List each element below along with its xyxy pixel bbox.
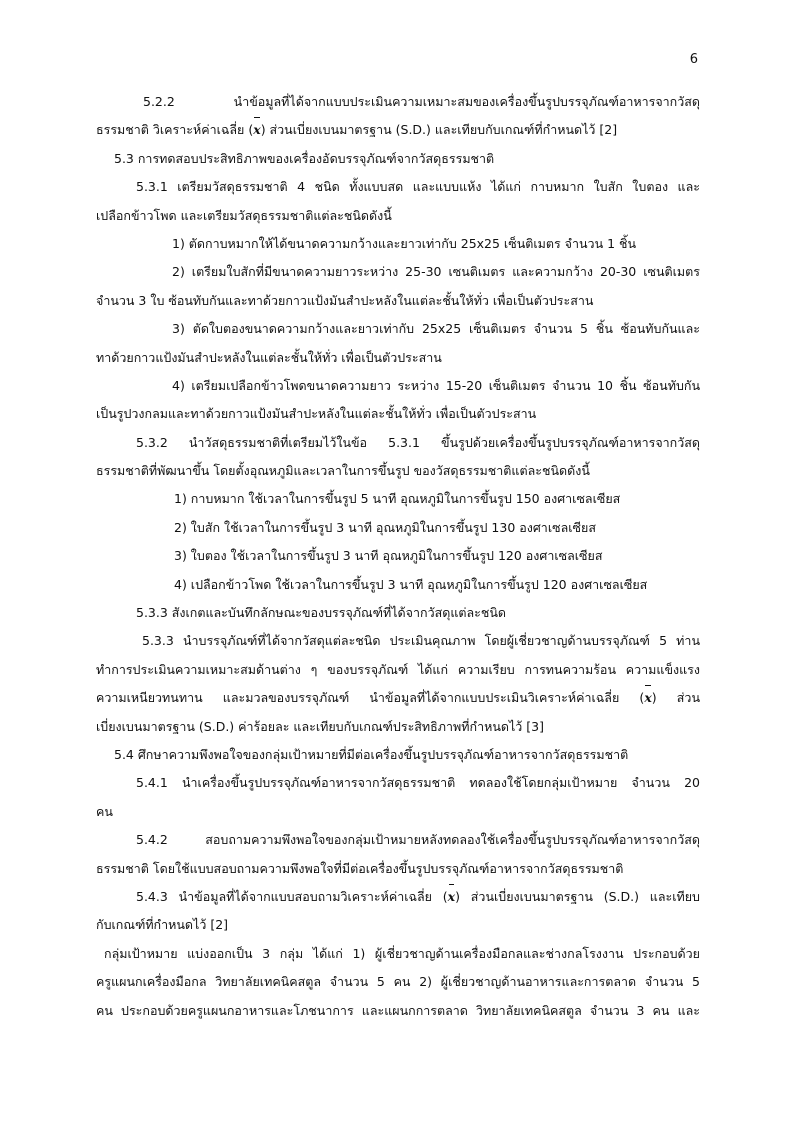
text-run: 5.3.2 นำวัสดุธรรมชาติที่เตรียมไว้ในข้อ 5.3.1 ขึ้นรูปด้วยเครื่องขึ้นรูปบรรจุภัณฑ์อาหารจากวัสดุ bbox=[136, 434, 700, 450]
text-line bbox=[96, 627, 700, 655]
text-line bbox=[96, 940, 700, 968]
text-line bbox=[96, 287, 700, 315]
text-run: 5.3.3 สังเกตและบันทึกลักษณะของบรรจุภัณฑ์ที่ได้จากวัสดุแต่ละชนิด bbox=[136, 605, 507, 621]
text-run: จำนวน 3 ใบ ซ้อนทับกันและทาด้วยกาวแป้งมันสำปะหลังในแต่ละชั้นให้ทั่ว เพื่อเป็นตัวประสาน bbox=[96, 292, 594, 308]
text-run: 4) เปลือกข้าวโพด ใช้เวลาในการขึ้นรูป 3 นาที อุณหภูมิในการขึ้นรูป 120 องศาเซลเซียส bbox=[174, 576, 648, 592]
text-run: 2) ใบสัก ใช้เวลาในการขึ้นรูป 3 นาที อุณหภูมิในการขึ้นรูป 130 องศาเซลเซียส bbox=[174, 519, 596, 535]
text-run: 5.4.1 นำเครื่องขึ้นรูปบรรจุภัณฑ์อาหารจากวัสดุธรรมชาติ ทดลองใช้โดยกลุ่มเป้าหมาย จำนวน 20 bbox=[136, 775, 700, 791]
text-run: เบี่ยงเบนมาตรฐาน (S.D.) ค่าร้อยละ และเทียบกับเกณฑ์ประสิทธิภาพที่กำหนดไว้ [3] bbox=[96, 718, 545, 734]
text-line bbox=[96, 372, 700, 400]
text-line bbox=[96, 116, 700, 144]
text-run: 5.4.2 สอบถามความพึงพอใจของกลุ่มเป้าหมายหลังทดลองใช้เครื่องขึ้นรูปบรรจุภัณฑ์อาหารจากวัสดุ bbox=[136, 832, 700, 848]
text-line bbox=[96, 656, 700, 684]
text-run: 3) ใบตอง ใช้เวลาในการขึ้นรูป 3 นาที อุณหภูมิในการขึ้นรูป 120 องศาเซลเซียส bbox=[174, 548, 603, 564]
text-run: ทำการประเมินความเหมาะสมด้านต่าง ๆ ของบรรจุภัณฑ์ ได้แก่ ความเรียบ การทนความร้อน ความแข็งแรง bbox=[96, 661, 700, 677]
text-line bbox=[96, 315, 700, 343]
text-run: ธรรมชาติ โดยใช้แบบสอบถามความพึงพอใจที่มีต่อเครื่องขึ้นรูปบรรจุภัณฑ์อาหารจากวัสดุธรรมชาติ bbox=[96, 860, 624, 876]
text-line bbox=[96, 741, 700, 769]
text-line bbox=[96, 542, 700, 570]
text-line bbox=[96, 883, 700, 911]
text-run: 3) ตัดใบตองขนาดความกว้างและยาวเท่ากับ 25x25 เซ็นติเมตร จำนวน 5 ชิ้น ซ้อนทับกันและ bbox=[172, 321, 700, 337]
text-line bbox=[96, 88, 700, 116]
text-line bbox=[96, 457, 700, 485]
text-line bbox=[96, 599, 700, 627]
text-run: กลุ่มเป้าหมาย แบ่งออกเป็น 3 กลุ่ม ได้แก่ 1) ผู้เชี่ยวชาญด้านเครื่องมือกลและช่างกลโรงงาน ประกอบด้วย bbox=[104, 945, 700, 961]
page-number: 6 bbox=[689, 52, 698, 67]
text-line bbox=[96, 997, 700, 1025]
text-run: 1) กาบหมาก ใช้เวลาในการขึ้นรูป 5 นาที อุณหภูมิในการขึ้นรูป 150 องศาเซลเซียส bbox=[174, 491, 621, 507]
text-line bbox=[96, 145, 700, 173]
text-run: 5.3.1 เตรียมวัสดุธรรมชาติ 4 ชนิด ทั้งแบบสด และแบบแห้ง ได้แก่ กาบหมาก ใบสัก ใบตอง และ bbox=[136, 179, 700, 195]
text-run: 4) เตรียมเปลือกข้าวโพดขนาดความยาว ระหว่าง 15-20 เซ็นติเมตร จำนวน 10 ชิ้น ซ้อนทับกัน bbox=[172, 377, 700, 393]
text-line bbox=[96, 769, 700, 797]
text-run: 5.2.2 นำข้อมูลที่ได้จากแบบประเมินความเหมาะสมของเครื่องขึ้นรูปบรรจุภัณฑ์อาหารจากวัสดุ bbox=[143, 94, 700, 109]
text-line bbox=[96, 684, 700, 712]
mean-symbol: x bbox=[253, 116, 260, 144]
text-line bbox=[96, 855, 700, 883]
text-run: 5.3.3 นำบรรจุภัณฑ์ที่ได้จากวัสดุแต่ละชนิด ประเมินคุณภาพ โดยผู้เชี่ยวชาญด้านบรรจุภัณฑ์ 5 ท่าน bbox=[142, 633, 700, 649]
text-run: ) ส่วนเบี่ยงเบนมาตรฐาน (S.D.) และเทียบ bbox=[455, 888, 700, 904]
text-run: กับเกณฑ์ที่กำหนดไว้ [2] bbox=[96, 917, 229, 933]
text-line bbox=[96, 911, 700, 939]
text-run: คน ประกอบด้วยครูแผนกอาหารและโภชนาการ และแผนกการตลาด วิทยาลัยเทคนิคสตูล จำนวน 3 คน และ bbox=[96, 1002, 700, 1018]
text-line bbox=[96, 230, 700, 258]
text-run: 5.3 การทดสอบประสิทธิภาพของเครื่องอัดบรรจุภัณฑ์จากวัสดุธรรมชาติ bbox=[114, 150, 495, 166]
text-run: ) ส่วน bbox=[651, 690, 700, 706]
text-run: เปลือกข้าวโพด และเตรียมวัสดุธรรมชาติแต่ละชนิดดังนี้ bbox=[96, 207, 392, 223]
text-run: ความเหนียวทนทาน และมวลของบรรจุภัณฑ์ นำข้อมูลที่ได้จากแบบประเมินวิเคราะห์ค่าเฉลี่ย ( bbox=[96, 690, 645, 706]
mean-symbol: x bbox=[448, 883, 455, 911]
text-run: ธรรมชาติที่พัฒนาขึ้น โดยตั้งอุณหภูมิและเวลาในการขึ้นรูป ของวัสดุธรรมชาติแต่ละชนิดดังนี้ bbox=[96, 463, 590, 479]
text-line bbox=[96, 173, 700, 201]
text-run: คน bbox=[96, 803, 113, 819]
text-line bbox=[96, 258, 700, 286]
text-run: 5.4.3 นำข้อมูลที่ได้จากแบบสอบถามวิเคราะห์ค่าเฉลี่ย ( bbox=[136, 888, 448, 904]
text-line bbox=[96, 826, 700, 854]
text-line bbox=[96, 485, 700, 513]
text-line bbox=[96, 429, 700, 457]
text-line bbox=[96, 798, 700, 826]
text-line bbox=[96, 571, 700, 599]
text-run: ทาด้วยกาวแป้งมันสำปะหลังในแต่ละชั้นให้ทั่ว เพื่อเป็นตัวประสาน bbox=[96, 349, 442, 365]
text-run: 1) ตัดกาบหมากให้ได้ขนาดความกว้างและยาวเท่ากับ 25x25 เซ็นติเมตร จำนวน 1 ชิ้น bbox=[172, 235, 637, 251]
text-run: ธรรมชาติ วิเคราะห์ค่าเฉลี่ย ( bbox=[96, 122, 254, 138]
text-run: ครูแผนกเครื่องมือกล วิทยาลัยเทคนิคสตูล จำนวน 5 คน 2) ผู้เชี่ยวชาญด้านอาหารและการตลาด จำนวน 5 bbox=[96, 974, 700, 990]
text-line bbox=[96, 400, 700, 428]
text-run: เป็นรูปวงกลมและทาด้วยกาวแป้งมันสำปะหลังในแต่ละชั้นให้ทั่ว เพื่อเป็นตัวประสาน bbox=[96, 406, 537, 422]
mean-symbol: x bbox=[644, 684, 651, 712]
text-run: 2) เตรียมใบสักที่มีขนาดความยาวระหว่าง 25-30 เซนติเมตร และความกว้าง 20-30 เซนติเมตร bbox=[172, 264, 700, 280]
text-line bbox=[96, 514, 700, 542]
text-run: 5.4 ศึกษาความพึงพอใจของกลุ่มเป้าหมายที่มีต่อเครื่องขึ้นรูปบรรจุภัณฑ์อาหารจากวัสดุธรรมชาติ bbox=[114, 746, 629, 762]
text-run: ) ส่วนเบี่ยงเบนมาตรฐาน (S.D.) และเทียบกับเกณฑ์ที่กำหนดไว้ [2] bbox=[260, 122, 618, 138]
text-line bbox=[96, 968, 700, 996]
document-body bbox=[96, 88, 700, 1025]
text-line bbox=[96, 202, 700, 230]
text-line bbox=[96, 713, 700, 741]
text-line bbox=[96, 344, 700, 372]
